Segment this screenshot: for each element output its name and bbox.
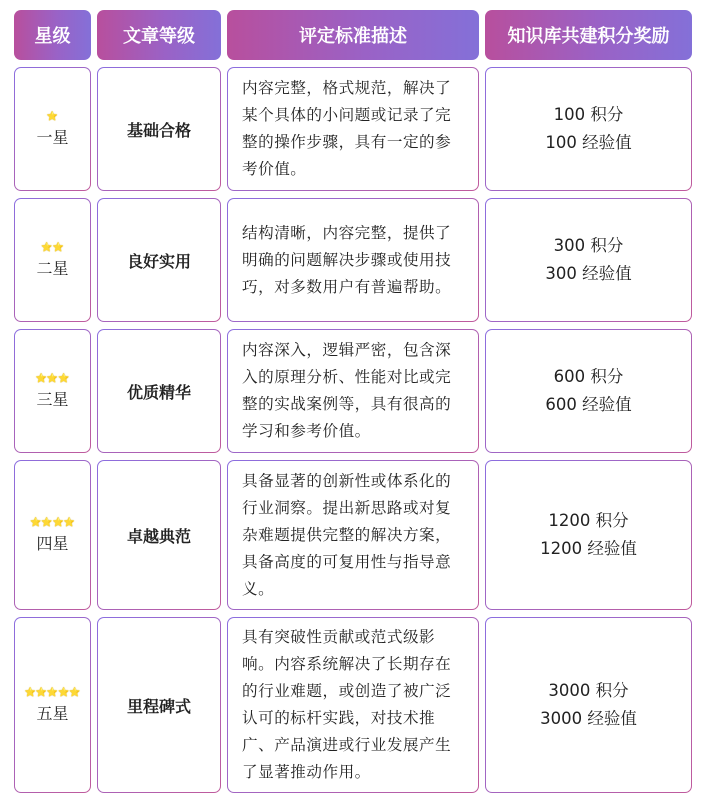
- level-name: 良好实用: [126, 251, 191, 271]
- level-cell: [97, 617, 221, 793]
- reward-exp: 3000 经验值: [540, 709, 637, 728]
- description-cell: 内容完整，格式规范，解决了某个具体的小问题或记录了完整的操作步骤，具有一定的参考价值。: [227, 67, 479, 191]
- star-cell: [14, 67, 91, 191]
- star-label: 五星: [36, 703, 69, 723]
- table-row: [14, 329, 698, 453]
- reward-table: [14, 10, 698, 793]
- star-label: 三星: [36, 389, 69, 409]
- header-reward: 知识库共建积分奖励: [485, 10, 692, 60]
- star-icons: ⭐⭐⭐⭐⭐: [24, 687, 81, 698]
- reward-cell: [485, 460, 692, 610]
- level-cell: [97, 329, 221, 453]
- star-icons: ⭐⭐⭐: [35, 373, 70, 384]
- description-cell: 具有突破性贡献或范式级影响。内容系统解决了长期存在的行业难题，或创造了被广泛认可的标杆实践，对技术推广、产品演进或行业发展产生了显著推动作用。: [227, 617, 479, 793]
- table-row: [14, 460, 698, 610]
- table-header: [14, 10, 698, 60]
- star-label: 四星: [36, 533, 69, 553]
- description-cell: 内容深入，逻辑严密，包含深入的原理分析、性能对比或完整的实战案例等，具有很高的学习和参考价值。: [227, 329, 479, 453]
- reward-points: 3000 积分: [548, 681, 629, 700]
- table-row: [14, 617, 698, 793]
- level-name: 基础合格: [126, 120, 191, 140]
- level-name: 优质精华: [126, 382, 191, 402]
- table-row: [14, 198, 698, 322]
- reward-points: 100 积分: [553, 105, 624, 124]
- star-cell: [14, 329, 91, 453]
- star-cell: [14, 617, 91, 793]
- star-label: 二星: [36, 258, 69, 278]
- reward-points: 300 积分: [553, 236, 624, 255]
- table-row: [14, 67, 698, 191]
- header-description: 评定标准描述: [227, 10, 479, 60]
- reward-points: 1200 积分: [548, 511, 629, 530]
- reward-cell: [485, 617, 692, 793]
- reward-exp: 1200 经验值: [540, 539, 637, 558]
- reward-exp: 600 经验值: [545, 395, 632, 414]
- level-cell: [97, 460, 221, 610]
- description-cell: 结构清晰，内容完整，提供了明确的问题解决步骤或使用技巧，对多数用户有普遍帮助。: [227, 198, 479, 322]
- level-cell: [97, 198, 221, 322]
- reward-cell: [485, 329, 692, 453]
- reward-exp: 300 经验值: [545, 264, 632, 283]
- star-cell: [14, 460, 91, 610]
- reward-cell: [485, 198, 692, 322]
- reward-points: 600 积分: [553, 367, 624, 386]
- star-icons: ⭐: [46, 111, 59, 122]
- reward-exp: 100 经验值: [545, 133, 632, 152]
- star-label: 一星: [36, 127, 69, 147]
- star-icons: ⭐⭐: [41, 242, 64, 253]
- reward-cell: [485, 67, 692, 191]
- description-cell: 具备显著的创新性或体系化的行业洞察。提出新思路或对复杂难题提供完整的解决方案，具备高度的可复用性与指导意义。: [227, 460, 479, 610]
- header-star: 星级: [14, 10, 91, 60]
- star-icons: ⭐⭐⭐⭐: [30, 517, 75, 528]
- level-cell: [97, 67, 221, 191]
- header-level: 文章等级: [97, 10, 221, 60]
- level-name: 卓越典范: [126, 526, 191, 546]
- level-name: 里程碑式: [126, 696, 191, 716]
- star-cell: [14, 198, 91, 322]
